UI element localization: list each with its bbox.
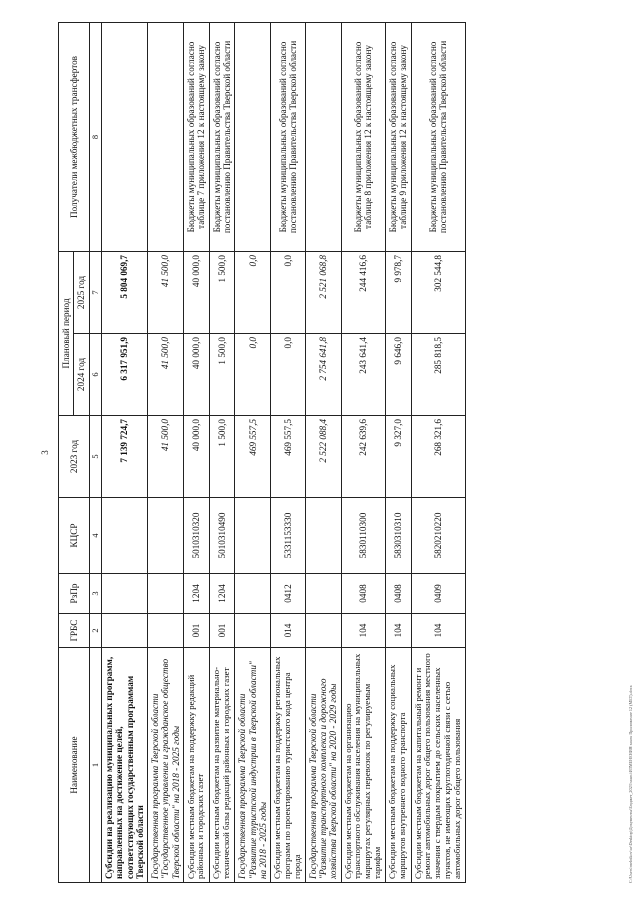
row-amount-2025: 244 416,6	[341, 251, 385, 333]
row-kcsr: 5830110300	[341, 498, 385, 574]
column-number: 1	[89, 648, 101, 883]
row-recipient: Бюджеты муниципальных образований согласно постановлению Правительства Тверской области	[209, 22, 235, 251]
column-number: 7	[89, 251, 101, 333]
header-kcsr: КЦСР	[59, 498, 90, 574]
table-row	[102, 22, 148, 882]
row-name: Государственная программа Тверской области "Развитие туристской индустрии в Тверской области" на 2018 - 2025 годы	[235, 648, 271, 883]
header-plan-period: Плановый период	[59, 251, 74, 415]
header-grbs: ГРБС	[59, 614, 90, 648]
row-amount-2024: 40 000,0	[184, 334, 210, 416]
row-name: Субсидии местным бюджетам на поддержку региональных программ по проектированию туристского кода центра города	[271, 648, 306, 883]
row-amount-2023: 2 522 088,4	[305, 416, 341, 498]
row-grbs	[102, 614, 148, 648]
row-recipient	[235, 22, 271, 251]
header-recipients: Получатели межбюджетных трансфертов	[59, 22, 90, 251]
header-name: Наименование	[59, 648, 90, 883]
row-grbs	[305, 614, 341, 648]
page-number: 3	[40, 450, 50, 455]
row-grbs	[148, 614, 184, 648]
row-amount-2024: 1 500,0	[209, 334, 235, 416]
row-amount-2024: 285 818,5	[411, 334, 465, 416]
header-2024: 2024 год	[74, 334, 89, 416]
row-amount-2025: 0,0	[271, 251, 306, 333]
row-grbs: 104	[341, 614, 385, 648]
row-name: Субсидии местным бюджетам на капитальный ремонт и ремонт автомобильных дорог общего пользования местного значения с твердым покрытием до сельских населенных пунктов, не имеющих круглогодичной связи с сетью автомобильных дорог общего пользования	[411, 648, 465, 883]
row-name: Государственная программа Тверской области "Государственное управление и гражданское общество Тверской области" на 2018 - 2025 годы	[148, 648, 184, 883]
row-name: Субсидии местным бюджетам на поддержку редакций районных и городских газет	[184, 648, 210, 883]
row-rzpr: 0409	[411, 574, 465, 614]
column-number: 2	[89, 614, 101, 648]
row-amount-2025: 40 000,0	[184, 251, 210, 333]
table-row	[385, 22, 411, 882]
row-amount-2023: 242 639,6	[341, 416, 385, 498]
row-recipient	[305, 22, 341, 251]
row-amount-2023: 469 557,5	[235, 416, 271, 498]
row-rzpr: 0408	[385, 574, 411, 614]
row-kcsr: 5331153330	[271, 498, 306, 574]
row-kcsr: 5010310320	[184, 498, 210, 574]
column-number: 5	[89, 416, 101, 498]
row-grbs: 104	[411, 614, 465, 648]
row-rzpr	[235, 574, 271, 614]
column-number: 3	[89, 574, 101, 614]
row-kcsr: 5830310310	[385, 498, 411, 574]
row-recipient	[148, 22, 184, 251]
row-amount-2025: 2 521 068,8	[305, 251, 341, 333]
row-amount-2023: 7 139 724,7	[102, 416, 148, 498]
row-amount-2023: 469 557,5	[271, 416, 306, 498]
row-grbs: 001	[209, 614, 235, 648]
row-amount-2023: 9 327,0	[385, 416, 411, 498]
row-name: Субсидии местным бюджетам на организацию транспортного обслуживания населения на муниципальных маршрутах регулярных перевозок по регулируемым тарифам	[341, 648, 385, 883]
row-amount-2024: 2 754 641,8	[305, 334, 341, 416]
row-kcsr: 5010310490	[209, 498, 235, 574]
row-grbs: 014	[271, 614, 306, 648]
row-name: Субсидии местным бюджетам на развитие материально-технической базы редакций районных и городских газет	[209, 648, 235, 883]
table-row	[305, 22, 341, 882]
row-recipient: Бюджеты муниципальных образований согласно таблице 7 приложения 12 к настоящему закону	[184, 22, 210, 251]
row-amount-2024: 6 317 951,9	[102, 334, 148, 416]
table-row	[235, 22, 271, 882]
row-rzpr: 0412	[271, 574, 306, 614]
row-amount-2025: 0,0	[235, 251, 271, 333]
table-row	[148, 22, 184, 882]
table-body	[102, 22, 466, 882]
row-amount-2024: 0,0	[271, 334, 306, 416]
row-amount-2023: 40 000,0	[184, 416, 210, 498]
row-name: Государственная программа Тверской области "Развитие транспортного комплекса и дорожного хозяйства Тверской области" на 2020 - 2029 годы	[305, 648, 341, 883]
row-recipient	[102, 22, 148, 251]
row-amount-2023: 268 321,6	[411, 416, 465, 498]
row-kcsr	[305, 498, 341, 574]
row-kcsr	[235, 498, 271, 574]
row-recipient: Бюджеты муниципальных образований согласно таблице 9 приложения 12 к настоящему закону	[385, 22, 411, 251]
transfers-table	[58, 22, 466, 883]
row-kcsr	[102, 498, 148, 574]
row-amount-2024: 41 500,0	[148, 334, 184, 416]
row-amount-2024: 9 646,0	[385, 334, 411, 416]
row-name: Субсидии на реализацию муниципальных программ, направленных на достижение целей, соответствующих государственным программам Тверской области	[102, 648, 148, 883]
table-row	[341, 22, 385, 882]
row-kcsr	[148, 498, 184, 574]
row-name: Субсидии местным бюджетам на поддержку социальных маршрутов внутреннего водного транспорта	[385, 648, 411, 883]
table-row	[271, 22, 306, 882]
header-2023: 2023 год	[59, 416, 90, 498]
header-2025: 2025 год	[74, 251, 89, 333]
column-number-row	[89, 22, 101, 882]
row-rzpr: 0408	[341, 574, 385, 614]
table-row	[209, 22, 235, 882]
table-row	[411, 22, 465, 882]
row-amount-2024: 0,0	[235, 334, 271, 416]
table-row	[184, 22, 210, 882]
row-rzpr	[102, 574, 148, 614]
row-amount-2023: 1 500,0	[209, 416, 235, 498]
row-recipient: Бюджеты муниципальных образований согласно постановлению Правительства Тверской области	[271, 22, 306, 251]
row-amount-2025: 9 978,7	[385, 251, 411, 333]
column-number: 6	[89, 334, 101, 416]
row-recipient: Бюджеты муниципальных образований согласно постановлению Правительства Тверской области	[411, 22, 465, 251]
row-amount-2024: 243 641,4	[341, 334, 385, 416]
row-grbs: 104	[385, 614, 411, 648]
row-grbs: 001	[184, 614, 210, 648]
row-rzpr: 1204	[184, 574, 210, 614]
header-rzpr: РзПр	[59, 574, 90, 614]
row-amount-2025: 1 500,0	[209, 251, 235, 333]
row-rzpr	[148, 574, 184, 614]
row-recipient: Бюджеты муниципальных образований согласно таблице 8 приложения 12 к настоящему закону	[341, 22, 385, 251]
row-amount-2025: 5 804 069,7	[102, 251, 148, 333]
row-grbs	[235, 614, 271, 648]
row-amount-2023: 41 500,0	[148, 416, 184, 498]
row-amount-2025: 302 544,8	[411, 251, 465, 333]
row-rzpr	[305, 574, 341, 614]
row-kcsr: 5820210220	[411, 498, 465, 574]
row-amount-2025: 41 500,0	[148, 251, 184, 333]
file-path-footer: C:\Users\melnikov\ae\Desktop\Документы\Бюджет_2023\закон\ИЗМЕНЕНИЯ закон Приложение 12 (МБТ).docx	[628, 685, 633, 883]
column-number: 8	[89, 22, 101, 251]
row-rzpr: 1204	[209, 574, 235, 614]
column-number: 4	[89, 498, 101, 574]
